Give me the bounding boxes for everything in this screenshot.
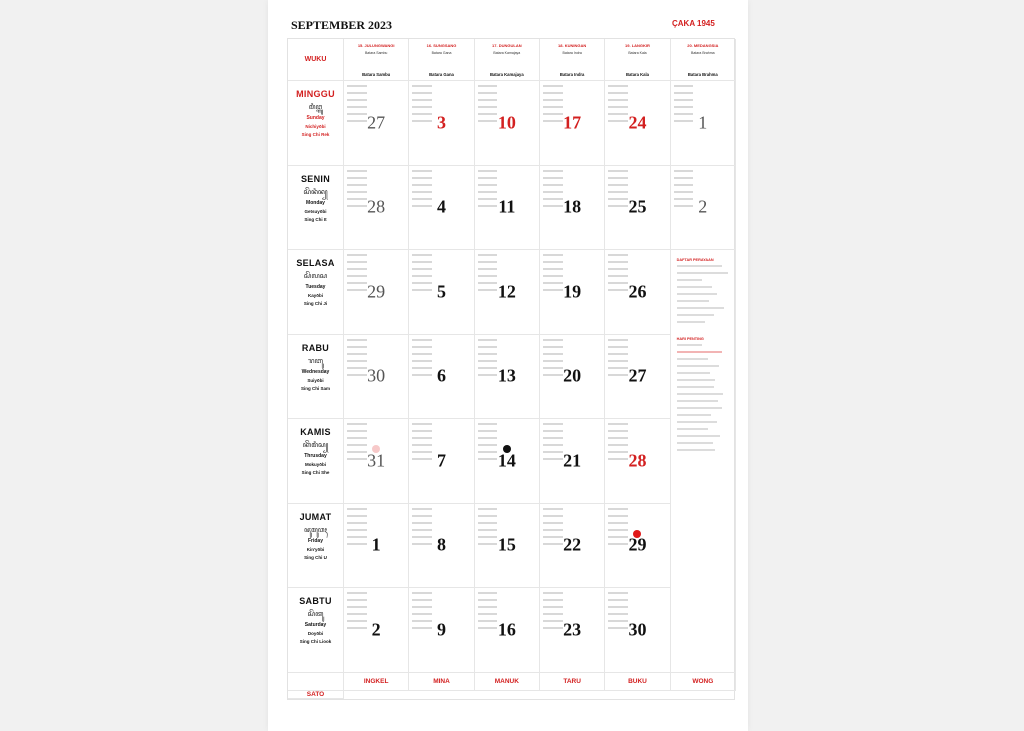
date-number: 19 [563, 281, 582, 302]
date-cell[interactable] [344, 504, 409, 589]
day-script: ꦫꦧꦸ [308, 356, 323, 365]
date-number: 13 [497, 365, 516, 386]
week-header [475, 39, 540, 81]
date-number: 16 [497, 619, 516, 640]
day-script: ꦱꦼꦤꦶꦤ꧀ [303, 187, 328, 196]
date-number: 12 [497, 281, 516, 302]
empty-cell [288, 673, 344, 691]
date-cell[interactable] [475, 250, 540, 335]
footer-label: BUKU [605, 673, 670, 691]
week-header-code: 20. MEDANGSIA [687, 43, 719, 48]
day-chinese: Sing Chi Liook [299, 639, 332, 644]
date-number: 1 [698, 112, 708, 133]
day-name: KAMIS [300, 427, 331, 437]
date-number: 30 [628, 619, 647, 640]
date-cell[interactable] [671, 81, 736, 166]
footer-label: SATO [288, 691, 344, 700]
date-number: 8 [436, 534, 446, 555]
day-label-jumat [288, 504, 344, 589]
day-name: MINGGU [296, 89, 335, 99]
footer-label: WONG [671, 673, 736, 691]
day-label-selasa [288, 250, 344, 335]
date-number: 20 [563, 365, 582, 386]
date-cell[interactable] [409, 250, 474, 335]
day-label-rabu [288, 335, 344, 420]
date-cell[interactable] [605, 250, 670, 335]
day-script: ꦗꦸꦩꦸꦮꦃ [304, 525, 327, 534]
week-header-name: Batara Kamajaya [489, 72, 524, 77]
date-cell[interactable] [344, 81, 409, 166]
day-label-minggu [288, 81, 344, 166]
sidebar-holidays [671, 250, 736, 673]
date-number: 14 [497, 450, 516, 471]
week-header-code: 16. SUNGSANG [426, 43, 457, 48]
date-number: 21 [563, 450, 582, 471]
date-number: 15 [497, 534, 516, 555]
date-number: 11 [498, 196, 516, 217]
day-label-senin [288, 166, 344, 251]
date-number: 18 [563, 196, 582, 217]
week-header-desc: Batara Brahma [691, 51, 715, 55]
day-english: Sunday [306, 115, 325, 121]
day-chinese: Sing Chi Ji [303, 301, 328, 306]
week-header-name: Batara Brahma [687, 72, 718, 77]
date-cell[interactable] [475, 166, 540, 251]
day-script: ꦏꦼꦩꦶꦱ꧀ [302, 441, 329, 449]
date-number: 27 [628, 365, 647, 386]
day-chinese: Sing Chi Sam [300, 385, 330, 391]
date-cell[interactable] [540, 81, 605, 166]
day-name: SABTU [299, 596, 332, 606]
date-cell[interactable] [475, 504, 540, 589]
date-number: 31 [367, 450, 386, 471]
date-number: 30 [367, 365, 386, 386]
week-header-desc: Batara Indra [562, 51, 582, 55]
week-header-desc: Batara Kamajaya [493, 51, 521, 55]
day-english: Monday [306, 199, 325, 206]
date-number: 24 [628, 112, 647, 133]
date-number: 26 [628, 281, 647, 302]
date-cell[interactable] [605, 166, 670, 251]
date-cell[interactable] [409, 504, 474, 589]
date-cell[interactable] [344, 250, 409, 335]
day-english: Saturday [304, 622, 327, 628]
week-header-desc: Batara Gana [431, 51, 452, 55]
day-japanese: Doyōbi [307, 631, 324, 636]
week-header [409, 39, 474, 81]
day-japanese: Kin'yōbi [306, 546, 325, 552]
day-chinese: Sing Chi She [301, 470, 330, 475]
week-header-desc: Batara Kala [628, 51, 647, 55]
date-number: 28 [628, 450, 647, 471]
day-japanese: Mokuyōbi [305, 462, 326, 467]
sidebar-title-holidays: DAFTAR PERAYAAN [676, 258, 714, 262]
day-english: Wednesday [301, 368, 330, 375]
day-english: Tuesday [305, 284, 326, 290]
date-number: 22 [563, 534, 582, 555]
date-cell[interactable] [605, 81, 670, 166]
date-cell[interactable] [605, 588, 670, 673]
date-number: 7 [436, 450, 446, 471]
day-name: JUMAT [299, 511, 332, 522]
date-cell[interactable] [540, 250, 605, 335]
date-cell[interactable] [671, 166, 736, 251]
date-number: 5 [436, 281, 446, 302]
week-header-code: 17. DUNGULAN [492, 43, 522, 48]
date-cell[interactable] [344, 335, 409, 420]
date-number: 28 [367, 196, 386, 217]
date-cell[interactable] [540, 504, 605, 589]
date-number: 23 [563, 619, 582, 640]
day-english: Friday [307, 537, 323, 544]
sidebar-title-important: HARI PENTING [676, 337, 704, 341]
date-number: 29 [367, 281, 386, 302]
date-number: 2 [371, 619, 381, 640]
day-chinese: Sing Chi U [304, 554, 327, 560]
week-header [605, 39, 670, 81]
date-cell[interactable] [344, 419, 409, 504]
date-cell[interactable] [344, 588, 409, 673]
date-number: 1 [371, 534, 381, 555]
date-cell[interactable] [344, 166, 409, 251]
week-header-code: 15. JULUNGWANGI [357, 43, 395, 48]
saka-year: ÇAKA 1945 [672, 19, 715, 28]
week-header [540, 39, 605, 81]
week-header-name: Batara Sambu [362, 72, 391, 77]
day-script: ꦱꦼꦭꦱ [303, 272, 328, 280]
calendar-title: SEPTEMBER 2023 [291, 18, 393, 32]
day-label-sabtu [288, 588, 344, 673]
week-header [344, 39, 409, 81]
date-cell[interactable] [540, 419, 605, 504]
footer-label: INGKEL [344, 673, 409, 691]
date-number: 4 [436, 196, 446, 217]
footer-label: MANUK [475, 673, 540, 691]
date-number: 3 [436, 112, 446, 133]
week-header-code: 19. LANGKIR [625, 43, 650, 48]
week-header-name: Batara Indra [559, 72, 585, 77]
date-cell[interactable] [409, 166, 474, 251]
footer-label: TARU [540, 673, 605, 691]
date-cell[interactable] [605, 419, 670, 504]
date-number: 17 [563, 112, 582, 133]
date-cell[interactable] [540, 166, 605, 251]
day-name: SELASA [296, 258, 335, 268]
day-chinese: Sing Chi Rek [301, 132, 330, 137]
date-cell[interactable] [409, 419, 474, 504]
date-number: 6 [436, 365, 446, 386]
date-number: 9 [436, 619, 446, 640]
date-cell[interactable] [605, 335, 670, 420]
week-header-desc: Batara Sambu [364, 51, 388, 55]
calendar-grid [287, 38, 735, 700]
date-cell[interactable] [540, 588, 605, 673]
day-script: ꦩꦶꦔ꧀ꦒꦸ [308, 103, 323, 111]
day-english: Thrusday [304, 453, 327, 459]
day-label-kamis [288, 419, 344, 504]
day-chinese: Sing Chi It [304, 216, 327, 222]
date-cell[interactable] [409, 81, 474, 166]
date-cell[interactable] [605, 504, 670, 589]
day-japanese: Getsuyōbi [304, 208, 327, 214]
date-number: 25 [628, 196, 647, 217]
week-header-name: Batara Gana [429, 72, 454, 77]
day-name: SENIN [300, 173, 330, 184]
date-number: 29 [628, 534, 647, 555]
day-japanese: Nichiyōbi [305, 124, 326, 129]
day-script: ꦱꦼꦠꦸ [307, 610, 324, 618]
week-header-name: Batara Kala [625, 72, 649, 77]
day-japanese: Kayōbi [307, 293, 323, 298]
date-cell[interactable] [540, 335, 605, 420]
day-japanese: Suiyōbi [307, 377, 324, 383]
date-number: 10 [497, 112, 516, 133]
date-cell[interactable] [409, 335, 474, 420]
date-cell[interactable] [475, 588, 540, 673]
week-header [671, 39, 736, 81]
week-header-code: 18. KUNINGAN [558, 43, 587, 48]
day-name: RABU [301, 342, 330, 353]
date-cell[interactable] [409, 588, 474, 673]
date-cell[interactable] [475, 81, 540, 166]
wuku-label: WUKU [288, 39, 344, 81]
footer-label: MINA [409, 673, 474, 691]
date-cell[interactable] [475, 419, 540, 504]
date-cell[interactable] [475, 335, 540, 420]
date-number: 27 [367, 112, 386, 133]
date-number: 2 [698, 196, 708, 217]
